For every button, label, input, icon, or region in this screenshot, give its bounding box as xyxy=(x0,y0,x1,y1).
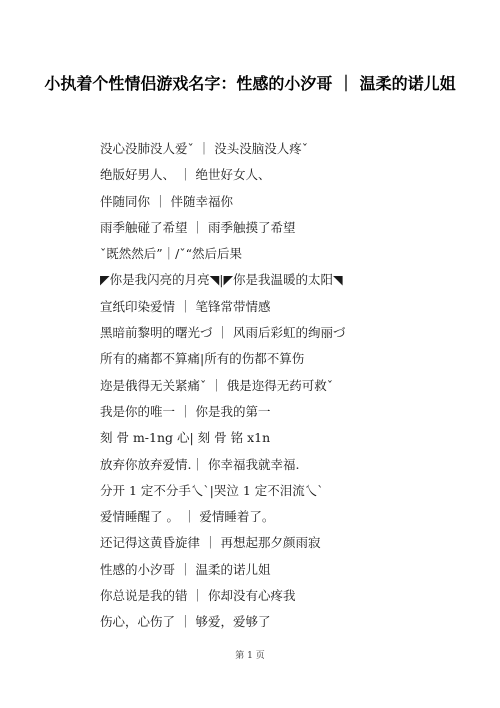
list-item: 伴随同你 ｜ 伴随幸福你 xyxy=(100,193,233,209)
list-item: 黑暗前黎明的曙光づ ｜ 风雨后彩虹的绚丽づ xyxy=(100,325,346,341)
list-item: 伤心，心伤了 ｜ 够爱，爱够了 xyxy=(100,614,271,630)
list-item: 没心没肺没人爱ˇ ｜ 没头没脑没人疼ˇ xyxy=(100,141,308,156)
list-item: 放弃你放弃爱情.｜ 你幸福我就幸福. xyxy=(100,456,300,472)
list-item: 宣纸印染爱情 ｜ 笔锋常带情感 xyxy=(100,298,271,314)
list-item: 分开 1 定不分手乀ˋ|哭泣 1 定不泪流乀ˋ xyxy=(100,482,324,498)
list-item: ◤你是我闪亮的月亮◥|◤你是我温暖的太阳◥ xyxy=(100,272,343,288)
list-item: 还记得这黄昏旋律 ｜ 再想起那夕颜雨寂 xyxy=(100,535,321,551)
list-item: 性感的小汐哥 ｜ 温柔的诺儿姐 xyxy=(100,561,271,577)
list-item: 你总说是我的错 ｜ 你却没有心疼我 xyxy=(100,588,296,604)
list-item: 雨季触碰了希望 ｜ 雨季触摸了希望 xyxy=(100,219,296,235)
list-item: 爱情睡醒了 。 ｜ 爱情睡着了。 xyxy=(100,509,275,525)
list-item: 我是你的唯一 ｜ 你是我的第一 xyxy=(100,403,271,419)
list-item: 绝版好男人、 ｜ 绝世好女人、 xyxy=(100,167,271,183)
list-item: 迩是俄得无关紧痛ˇ ｜ 俄是迩得无药可救ˇ xyxy=(100,377,333,393)
couple-names-list xyxy=(100,136,480,636)
list-item: 所有的痛都不算痛|所有的伤都不算伤 xyxy=(100,351,305,367)
page-title: 小执着个性情侣游戏名字：性感的小汐哥 ｜ 温柔的诺儿姐 xyxy=(44,74,456,93)
list-item: ˇ既然然后”｜/ˇ“然后后果 xyxy=(100,246,242,262)
page-number: 第 1 页 xyxy=(235,651,265,661)
list-item: 刻 骨 m-1ng 心| 刻 骨 铭 x1n xyxy=(100,430,271,446)
